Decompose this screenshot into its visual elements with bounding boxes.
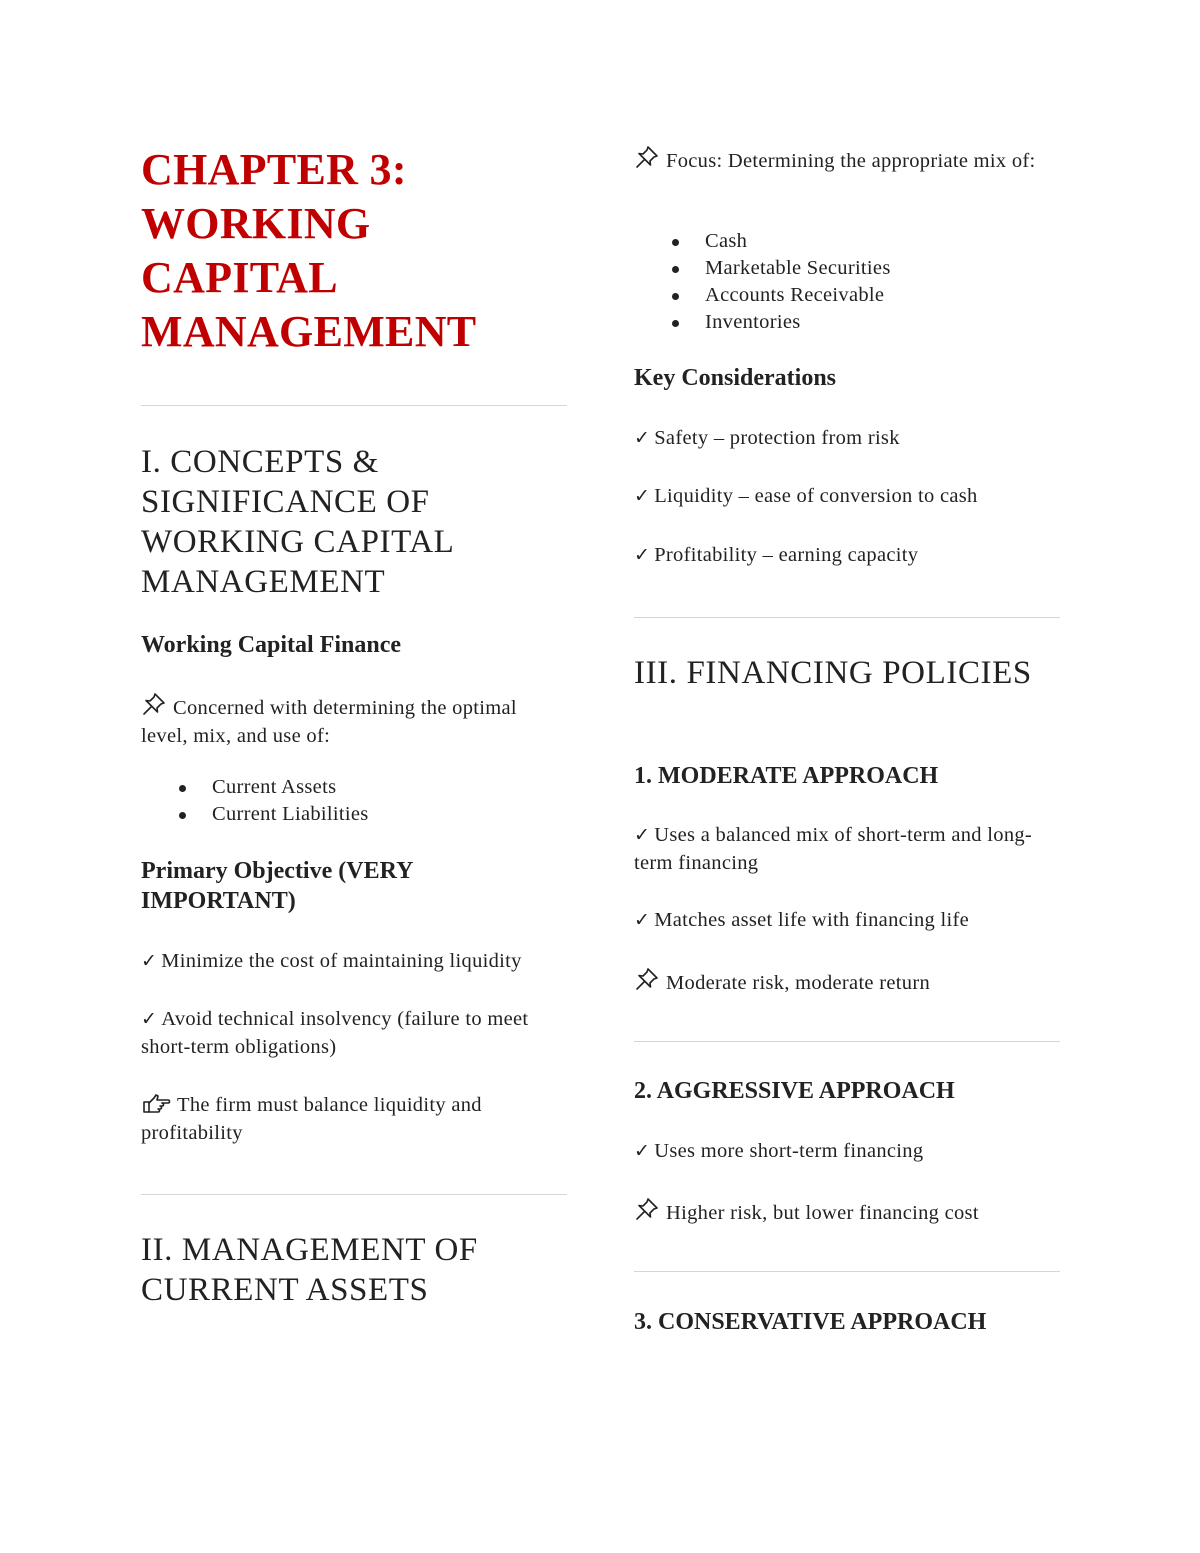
- pin-paragraph-text: Moderate risk, moderate return: [666, 972, 931, 994]
- pin-paragraph-text: Higher risk, but lower financing cost: [666, 1202, 979, 1224]
- pushpin-icon: [634, 966, 660, 992]
- check-item: [634, 906, 1062, 934]
- pin-paragraph: [634, 966, 1062, 997]
- list-item: [634, 228, 1062, 255]
- check-mark-icon: ✓: [141, 950, 158, 972]
- pushpin-icon: [141, 691, 167, 717]
- point-paragraph-text: The firm must balance liquidity and profitability: [141, 1094, 482, 1144]
- pin-paragraph-text: Concerned with determining the optimal level, mix, and use of:: [141, 697, 517, 747]
- list-item-text: Marketable Securities: [705, 257, 891, 279]
- list-item: [634, 282, 1062, 309]
- list-item: [634, 255, 1062, 282]
- section-1-heading: I. CONCEPTS & SIGNIFICANCE OF WORKING CAPITAL MANAGEMENT: [141, 444, 454, 600]
- conservative-approach-heading: 3. CONSERVATIVE APPROACH: [634, 1309, 987, 1335]
- bullet-dot: [672, 239, 679, 246]
- check-item-text: Profitability – earning capacity: [654, 544, 919, 566]
- check-item: [634, 821, 1062, 877]
- list-item: [141, 774, 569, 801]
- pushpin-icon: [634, 1196, 660, 1222]
- list-item-text: Current Assets: [212, 776, 337, 798]
- divider: [141, 1194, 567, 1195]
- check-mark-icon: ✓: [634, 427, 651, 449]
- bullet-list: [634, 228, 1062, 336]
- check-item-text: Liquidity – ease of conversion to cash: [654, 485, 978, 507]
- check-item: [141, 947, 571, 975]
- section-2-heading: II. MANAGEMENT OF CURRENT ASSETS: [141, 1232, 478, 1308]
- point-paragraph: [141, 1091, 569, 1147]
- bullet-dot: [672, 266, 679, 273]
- check-item-text: Uses a balanced mix of short-term and long-term financing: [634, 824, 1033, 874]
- divider: [141, 405, 567, 406]
- check-item-text: Safety – protection from risk: [654, 427, 900, 449]
- check-mark-icon: ✓: [141, 1008, 158, 1030]
- section-3-heading: III. FINANCING POLICIES: [634, 655, 1032, 691]
- bullet-dot: [179, 785, 186, 792]
- check-item: [634, 1137, 1062, 1165]
- check-mark-icon: ✓: [634, 485, 651, 507]
- bullet-dot: [672, 320, 679, 327]
- check-mark-icon: ✓: [634, 909, 651, 931]
- pin-paragraph: [634, 1196, 1062, 1227]
- check-mark-icon: ✓: [634, 824, 651, 846]
- check-item-text: Minimize the cost of maintaining liquidity: [161, 950, 522, 972]
- bullet-dot: [672, 293, 679, 300]
- list-item-text: Current Liabilities: [212, 803, 369, 825]
- pointing-hand-icon: [141, 1092, 171, 1114]
- moderate-approach-heading: 1. MODERATE APPROACH: [634, 763, 939, 789]
- check-item: [634, 482, 1062, 510]
- bullet-list: [141, 774, 569, 828]
- list-item-text: Inventories: [705, 311, 801, 333]
- divider: [634, 1271, 1060, 1272]
- primary-objective-heading: Primary Objective (VERY IMPORTANT): [141, 858, 413, 914]
- list-item: [141, 801, 569, 828]
- check-item: [634, 424, 1062, 452]
- check-item-text: Matches asset life with financing life: [654, 909, 970, 931]
- divider: [634, 1041, 1060, 1042]
- aggressive-approach-heading: 2. AGGRESSIVE APPROACH: [634, 1078, 955, 1104]
- pin-paragraph: [141, 691, 569, 750]
- chapter-title: CHAPTER 3: WORKING CAPITAL MANAGEMENT: [141, 145, 477, 356]
- list-item: [634, 309, 1062, 336]
- bullet-dot: [179, 812, 186, 819]
- focus-paragraph-text: Focus: Determining the appropriate mix of:: [666, 150, 1036, 172]
- working-capital-finance-heading: Working Capital Finance: [141, 632, 402, 658]
- divider: [634, 617, 1060, 618]
- check-mark-icon: ✓: [634, 1140, 651, 1162]
- focus-paragraph: [634, 144, 1062, 175]
- check-mark-icon: ✓: [634, 544, 651, 566]
- list-item-text: Accounts Receivable: [705, 284, 885, 306]
- check-item-text: Avoid technical insolvency (failure to meet short-term obligations): [141, 1008, 529, 1058]
- check-item-text: Uses more short-term financing: [654, 1140, 924, 1162]
- check-item: [634, 541, 1062, 569]
- list-item-text: Cash: [705, 230, 748, 252]
- check-item: [141, 1005, 569, 1061]
- key-considerations-heading: Key Considerations: [634, 365, 837, 391]
- pushpin-icon: [634, 144, 660, 170]
